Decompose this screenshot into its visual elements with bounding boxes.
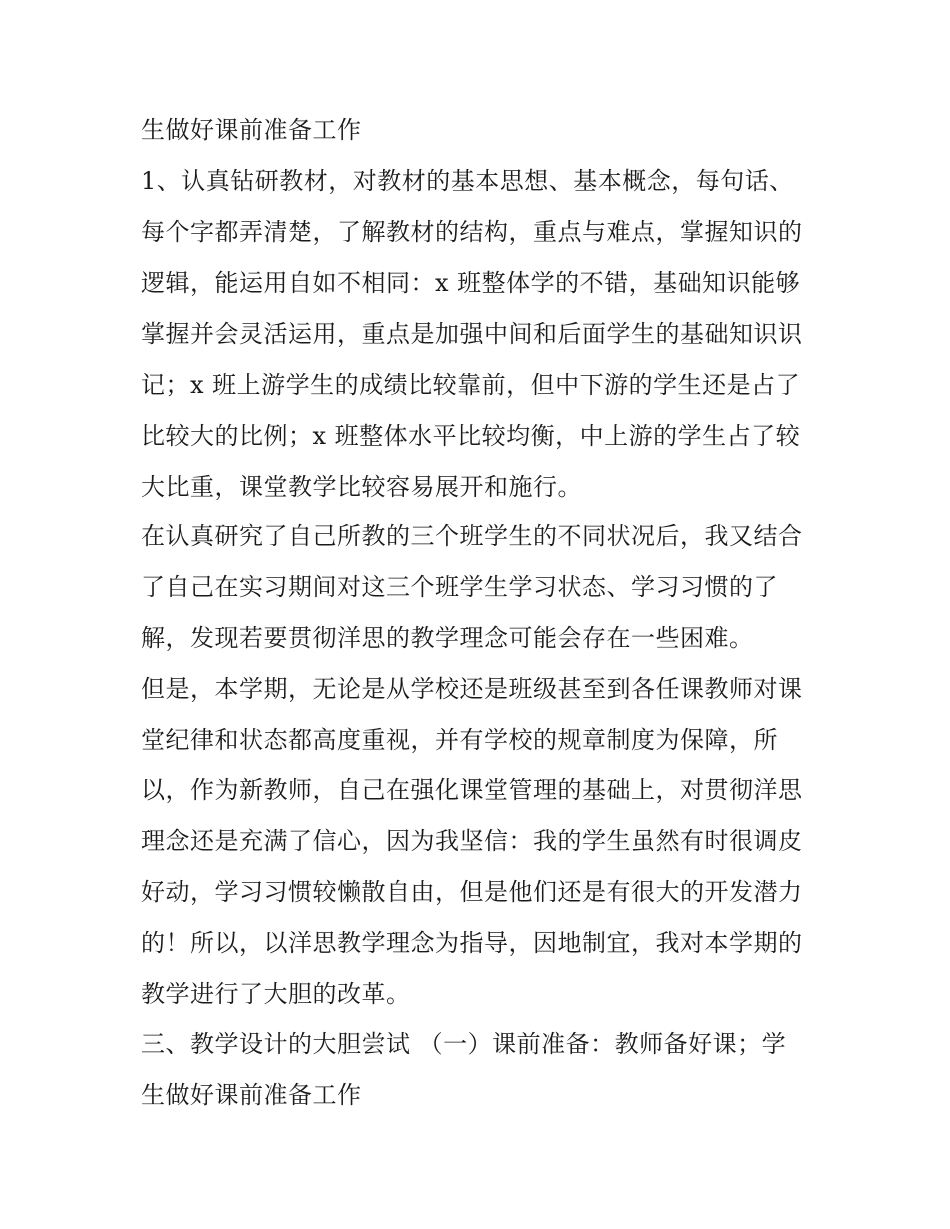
text-line: 的！所以，以洋思教学理念为指导，因地制宜，我对本学期的 [141,929,803,957]
text-line: 三、教学设计的大胆尝试 （一）课前准备：教师备好课；学 [141,1030,787,1058]
text-line: 生做好课前准备工作 [141,1081,362,1109]
text-line: 掌握并会灵活运用，重点是加强中间和后面学生的基础知识识 [141,320,803,348]
text-line: 生做好课前准备工作 [141,116,362,144]
text-line: 但是，本学期，无论是从学校还是班级甚至到各任课教师对课 [141,675,803,703]
text-line: 在认真研究了自己所教的三个班学生的不同状况后，我又结合 [141,522,803,550]
text-line: 1、认真钻研教材，对教材的基本思想、基本概念，每句话、 [141,167,794,195]
text-line: 理念还是充满了信心，因为我坚信：我的学生虽然有时很调皮 [141,827,803,855]
text-line: 每个字都弄清楚，了解教材的结构，重点与难点，掌握知识的 [141,218,803,246]
text-line: 了自己在实习期间对这三个班学生学习状态、学习习惯的了 [141,573,778,601]
text-line: 记；x 班上游学生的成绩比较靠前，但中下游的学生还是占了 [141,371,801,399]
text-line: 好动，学习习惯较懒散自由，但是他们还是有很大的开发潜力 [141,878,803,906]
text-line: 比较大的比例；x 班整体水平比较均衡，中上游的学生占了较 [141,422,801,450]
text-line: 逻辑，能运用自如不相同：x 班整体学的不错，基础知识能够 [141,269,801,297]
text-line: 解，发现若要贯彻洋思的教学理念可能会存在一些困难。 [141,624,754,652]
text-line: 堂纪律和状态都高度重视，并有学校的规章制度为保障，所 [141,726,778,754]
text-line: 以，作为新教师，自己在强化课堂管理的基础上，对贯彻洋思 [141,776,803,804]
text-line: 大比重，课堂教学比较容易展开和施行。 [141,473,582,501]
text-line: 教学进行了大胆的改革。 [141,980,411,1008]
